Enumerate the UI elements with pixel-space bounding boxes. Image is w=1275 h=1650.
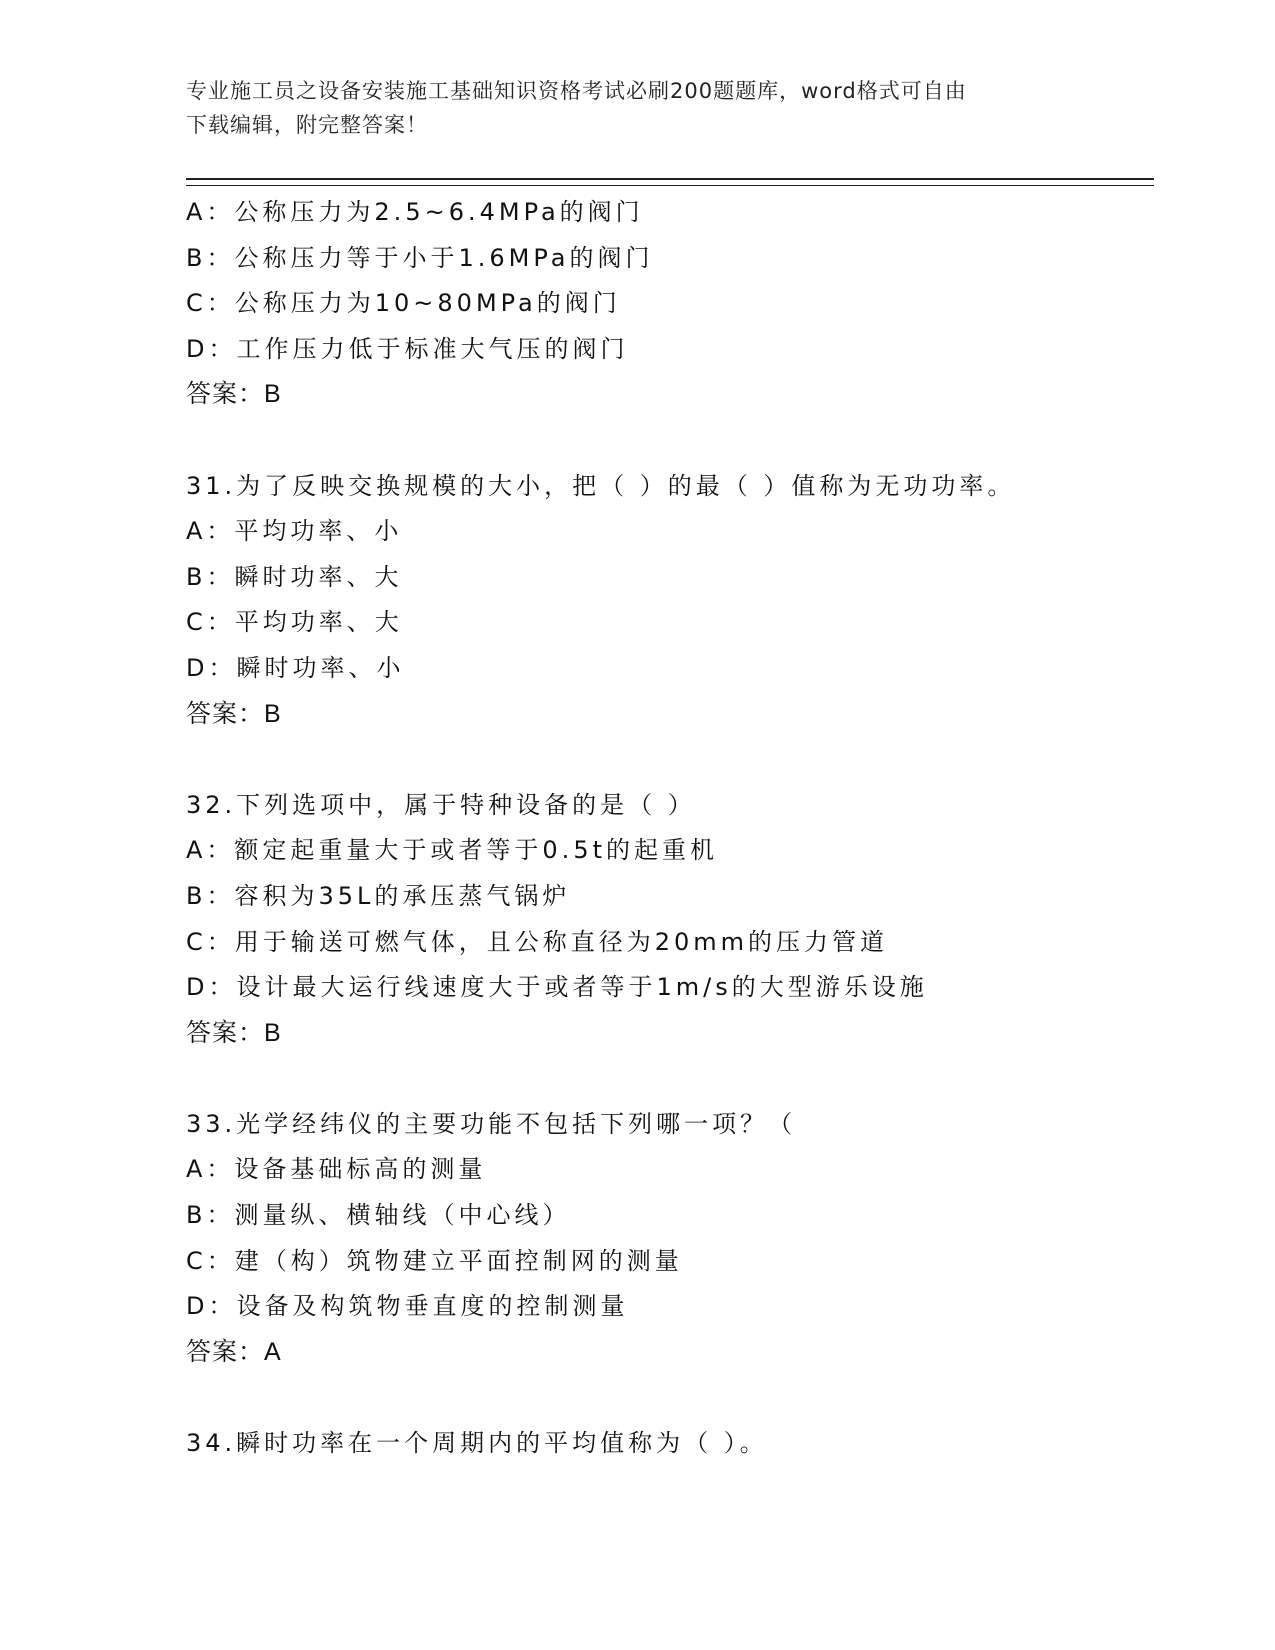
option-d: D：瞬时功率、小 [186, 653, 405, 682]
header-title-line-1: 专业施工员之设备安装施工基础知识资格考试必刷200题题库，word格式可自由 [186, 79, 967, 103]
answer-line: 答案：B [186, 380, 282, 409]
document-header [186, 74, 1066, 142]
option-d: D：设计最大运行线速度大于或者等于1m/s的大型游乐设施 [186, 973, 928, 1002]
option-c: C：建（构）筑物建立平面控制网的测量 [186, 1246, 683, 1275]
question-34-block [186, 1421, 1146, 1467]
option-b: B：瞬时功率、大 [186, 562, 403, 591]
question-spacer [186, 418, 1146, 464]
option-a: A：平均功率、小 [186, 517, 403, 546]
question-text: 33.光学经纬仪的主要功能不包括下列哪一项？（ [186, 1109, 797, 1138]
option-a: A：额定起重量大于或者等于0.5t的起重机 [186, 836, 718, 865]
option-d: D：设备及构筑物垂直度的控制测量 [186, 1292, 629, 1321]
question-text: 31.为了反映交换规模的大小，把（ ）的最（ ）值称为无功功率。 [186, 471, 1016, 500]
option-b: B：公称压力等于小于1.6MPa的阀门 [186, 243, 654, 272]
question-list [186, 190, 1146, 1467]
question-30-block [186, 190, 1146, 418]
option-b: B：测量纵、横轴线（中心线） [186, 1201, 571, 1230]
question-text: 32.下列选项中，属于特种设备的是（ ） [186, 790, 696, 819]
question-33-block [186, 1102, 1146, 1376]
option-d: D：工作压力低于标准大气压的阀门 [186, 334, 629, 363]
option-c: C：用于输送可燃气体，且公称直径为20mm的压力管道 [186, 927, 889, 956]
question-spacer [186, 1375, 1146, 1421]
header-title-line-2: 下载编辑，附完整答案！ [186, 113, 428, 137]
answer-line: 答案：A [186, 1337, 282, 1366]
header-divider [186, 178, 1154, 186]
option-b: B：容积为35L的承压蒸气锅炉 [186, 881, 571, 910]
option-c: C：公称压力为10~80MPa的阀门 [186, 289, 621, 318]
answer-line: 答案：B [186, 1018, 282, 1047]
question-text: 34.瞬时功率在一个周期内的平均值称为（ ）。 [186, 1429, 768, 1458]
question-32-block [186, 783, 1146, 1057]
option-a: A：设备基础标高的测量 [186, 1155, 487, 1184]
option-a: A：公称压力为2.5~6.4MPa的阀门 [186, 198, 644, 226]
answer-line: 答案：B [186, 699, 282, 728]
question-31-block [186, 464, 1146, 738]
option-c: C：平均功率、大 [186, 608, 403, 637]
question-spacer [186, 737, 1146, 783]
question-spacer [186, 1056, 1146, 1102]
